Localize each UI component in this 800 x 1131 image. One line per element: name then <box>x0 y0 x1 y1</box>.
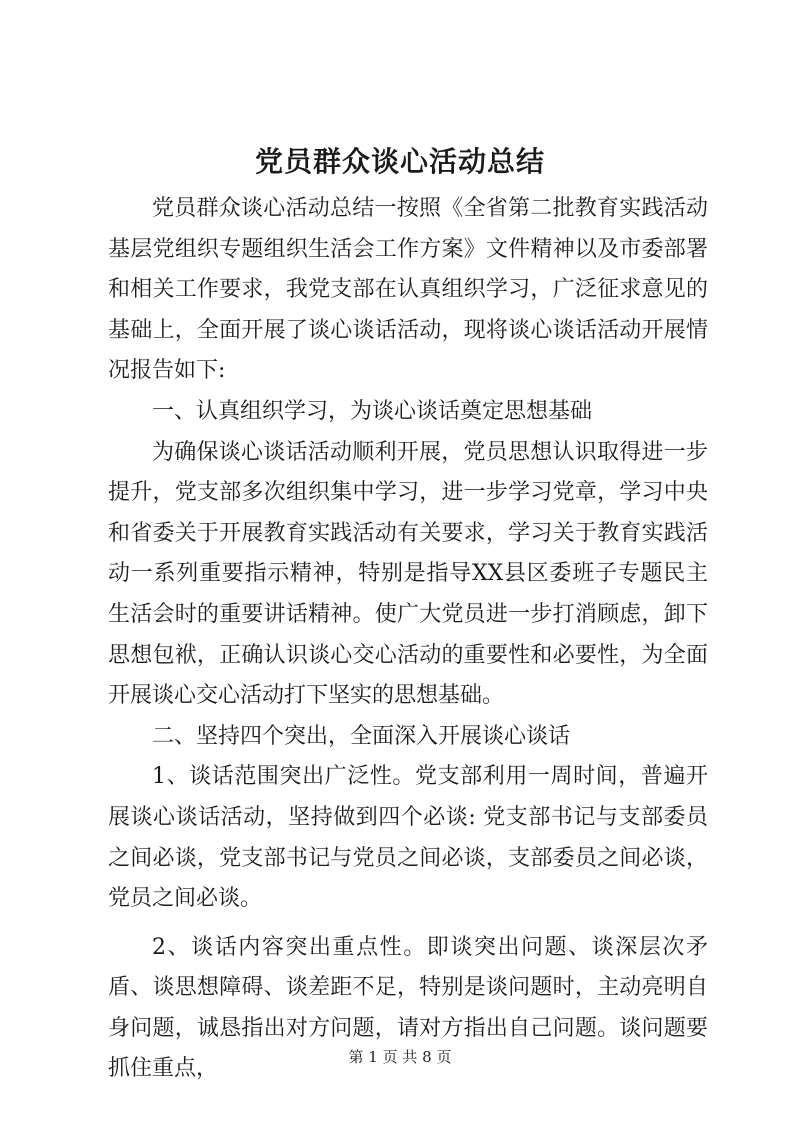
page-footer: 第 1 页 共 8 页 <box>348 1048 452 1066</box>
paragraph-intro: 党员群众谈心活动总结一按照《全省第二批教育实践活动基层党组织专题组织生活会工作方案》文件精神以及市委部署和相关工作要求，我党支部在认真组织学习，广泛征求意见的基础上，全面开展了谈心谈话活动，现将谈心谈话活动开展情况报告如下: <box>108 196 708 384</box>
paragraph-content: 2、谈话内容突出重点性。即谈突出问题、谈深层次矛盾、谈思想障碍、谈差距不足，特别是谈问题时，主动亮明自身问题，诚恳指出对方问题，请对方指出自己问题。谈问题要抓住重点， <box>108 934 708 1082</box>
section-heading-2: 二、坚持四个突出，全面深入开展谈心谈话 <box>152 723 571 749</box>
paragraph-scope: 1、谈话范围突出广泛性。党支部利用一周时间，普遍开展谈心谈话活动，坚持做到四个必谈: 党支部书记与支部委员之间必谈，党支部书记与党员之间必谈，支部委员之间必谈，党员之间必谈。 <box>108 764 708 912</box>
document-body <box>108 189 708 1090</box>
document-title: 党员群众谈心活动总结 <box>254 145 545 178</box>
paragraph-study: 为确保谈心谈话活动顺利开展，党员思想认识取得进一步提升，党支部多次组织集中学习，进一步学习党章，学习中央和省委关于开展教育实践活动有关要求，学习关于教育实践活动一系列重要指示精神，特别是指导XX县区委班子专题民主生活会时的重要讲话精神。使广大党员进一步打消顾虑，卸下思想包袱，正确认识谈心交心活动的重要性和必要性，为全面开展谈心交心活动打下坚实的思想基础。 <box>108 439 708 709</box>
section-heading-1: 一、认真组织学习，为谈心谈话奠定思想基础 <box>152 398 593 424</box>
